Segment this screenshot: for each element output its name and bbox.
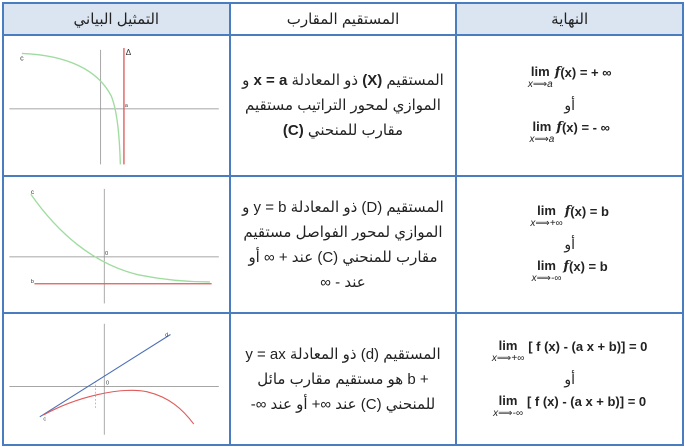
or-text: أو <box>564 96 575 113</box>
desc-horizontal-line-3: مقارب للمنحني (C) عند + ∞ أو <box>248 248 438 266</box>
graph-oblique-asymptote <box>3 313 230 445</box>
desc-vertical <box>230 35 457 176</box>
limit-expression-1: lim x⟹+∞ f (x) = b <box>530 203 609 230</box>
limit-expression-2: lim x⟹-∞ f (x) = b <box>531 258 608 285</box>
label-c: c <box>30 189 34 197</box>
asymptotes-table <box>2 2 684 446</box>
desc-vertical-line-2: الموازي لمحور التراتيب مستقيم <box>245 96 441 114</box>
limit-expression-1: lim x⟹a f (x) = + ∞ <box>527 63 612 90</box>
desc-oblique-line-3: للمنحني (C) عند ∞+ أو عند ∞- <box>250 395 436 413</box>
desc-vertical-line-1: المستقيم (X) ذو المعادلة x = a و <box>242 71 444 89</box>
desc-oblique <box>230 313 457 445</box>
label-b: b <box>30 278 34 285</box>
desc-horizontal-line-4: عند - ∞ <box>320 273 366 291</box>
asymptote-d <box>40 332 171 417</box>
limit-expression-2: lim x⟹a f (x) = - ∞ <box>529 118 610 145</box>
vertical-asymptote-figure <box>4 36 229 175</box>
limit-vertical <box>456 35 683 176</box>
table-row-horizontal <box>3 176 683 314</box>
header-asymptote: المستقيم المقارب <box>230 3 457 35</box>
curve-c <box>31 194 210 282</box>
graph-vertical-asymptote <box>3 35 230 176</box>
table-row-oblique <box>3 313 683 445</box>
table-row-vertical <box>3 35 683 176</box>
desc-horizontal <box>230 176 457 314</box>
limit-expression-1: lim x⟹+∞ [ f (x) - (a x + b)] = 0 <box>491 337 648 364</box>
label-d: d <box>165 332 169 339</box>
label-c: c <box>20 54 24 63</box>
oblique-asymptote-figure <box>4 314 229 444</box>
limit-horizontal <box>456 176 683 314</box>
limit-oblique <box>456 313 683 445</box>
label-origin: 0 <box>105 250 109 257</box>
label-a: a <box>124 103 128 110</box>
desc-oblique-line-2: + b هو مستقيم مقارب مائل <box>257 370 429 388</box>
desc-vertical-line-3: مقارب للمنحني (C) <box>282 121 404 139</box>
desc-oblique-line-1: المستقيم (d) ذو المعادلة y = ax <box>245 345 441 363</box>
desc-horizontal-line-2: الموازي لمحور الفواصل مستقيم <box>243 223 443 241</box>
or-text: أو <box>564 370 575 387</box>
header-graph: التمثيل البياني <box>3 3 230 35</box>
horizontal-asymptote-figure <box>4 177 229 313</box>
label-origin: 0 <box>106 381 110 388</box>
desc-horizontal-line-1: المستقيم (D) ذو المعادلة y = b و <box>242 198 444 216</box>
header-limit: النهاية <box>456 3 683 35</box>
table-header-row <box>3 3 683 35</box>
limit-expression-2: lim x⟹-∞ [ f (x) - (a x + b)] = 0 <box>493 392 647 419</box>
or-text: أو <box>564 236 575 253</box>
label-delta: Δ <box>125 48 132 58</box>
label-c: c <box>43 416 47 423</box>
graph-horizontal-asymptote <box>3 176 230 314</box>
curve-c <box>43 391 193 425</box>
